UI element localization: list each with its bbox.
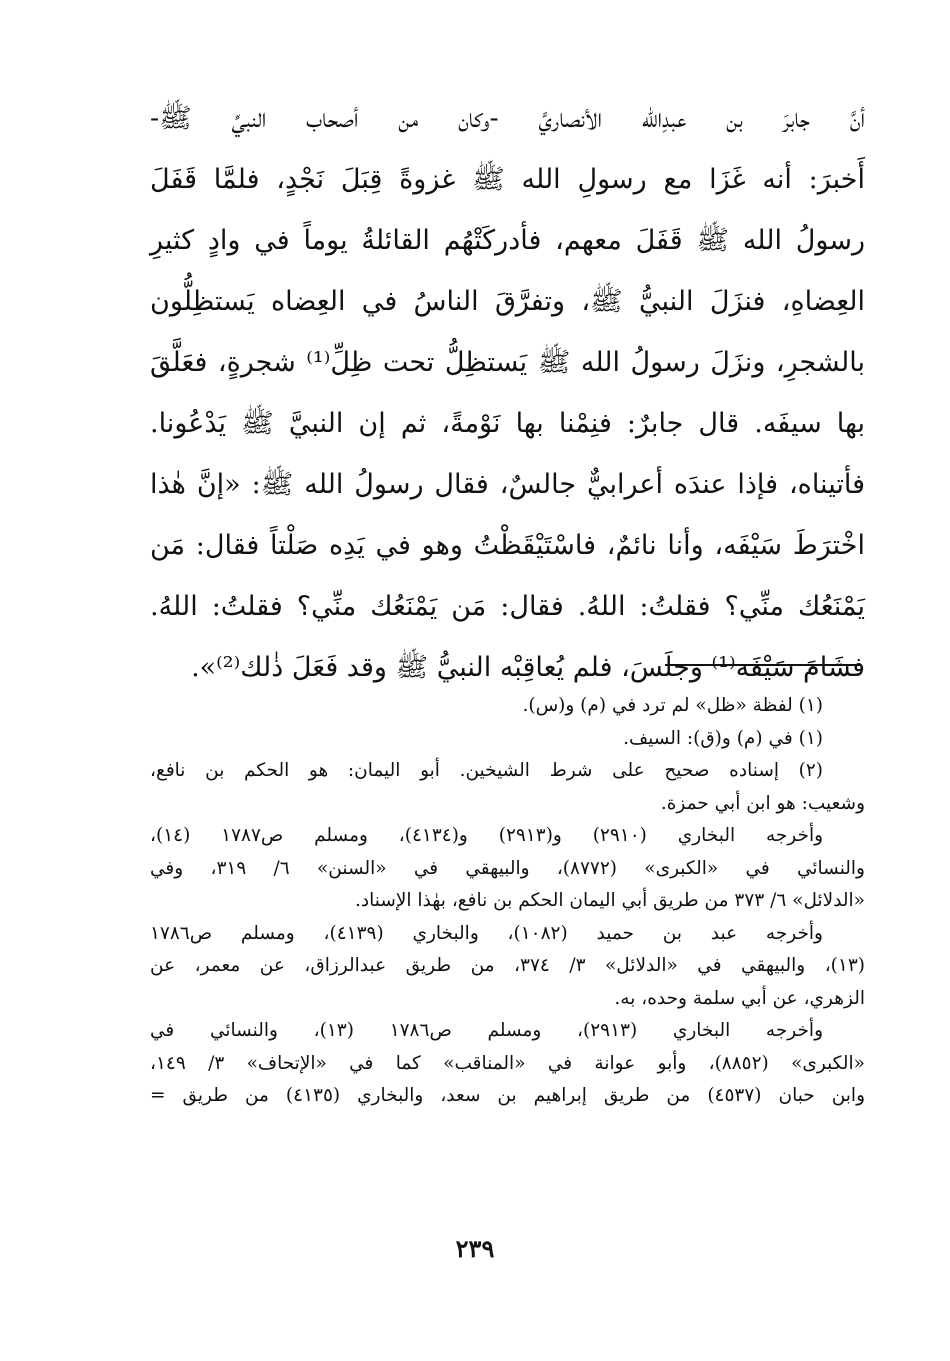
hadith-text bbox=[150, 88, 865, 698]
footnote-line: الزهري، عن أبي سلمة وحده، به. bbox=[614, 987, 865, 1009]
page-number: ٢٣٩ bbox=[455, 1234, 495, 1263]
hadith-line: اخْترَطَ سَيْفَه، وأنا نائمٌ، فاسْتَيْقَظْتُ وهو في يَدِه صَلْتاً فقال: مَن bbox=[150, 530, 865, 561]
hadith-line: فأتيناه، فإذا عندَه أعرابيٌّ جالسٌ، فقال رسولُ الله ﷺ: «إنَّ هٰذا bbox=[150, 469, 865, 500]
hadith-line: أَخبرَ: أنه غَزَا مع رسولِ الله ﷺ غزوةً قِبَلَ نَجْدٍ، فلمَّا قَفَلَ bbox=[150, 164, 865, 195]
hadith-line: أنَّ جابرَ بن عبدِالله الأنصاريَّ -وكان من أصحاب النبيِّ ﷺ- bbox=[150, 103, 865, 134]
footnote-line: (٢) إسناده صحيح على شرط الشيخين. أبو اليمان: هو الحكم بن نافع، bbox=[150, 760, 823, 781]
hadith-line: بها سيفَه. قال جابرٌ: فنِمْنا بها نَوْمةً، ثم إن النبيَّ ﷺ يَدْعُونا. bbox=[150, 408, 865, 439]
footnote-line: وأخرجه البخاري (٢٩١٠) و(٢٩١٣) و(٤١٣٤)، ومسلم ص١٧٨٧ (١٤)، bbox=[150, 825, 824, 846]
hadith-line: رسولُ الله ﷺ قَفَلَ معهم، فأدركَتْهُم القائلةُ يوماً في وادٍ كثيرِ bbox=[150, 225, 866, 256]
hadith-line: فشَامَ سَيْفَه⁽¹⁾ وجلَسَ، فلم يُعاقِبْه النبيُّ ﷺ وقد فَعَلَ ذٰلك⁽²⁾». bbox=[191, 652, 865, 683]
footnote-line: «الدلائل» ٦/ ٣٧٣ من طريق أبي اليمان الحكم بن نافع، بهٰذا الإسناد. bbox=[355, 890, 865, 911]
footnote-line: وابن حبان (٤٥٣٧) من طريق إبراهيم بن سعد، والبخاري (٤١٣٥) من طريق = bbox=[150, 1085, 866, 1106]
footnote-line: وأخرجه البخاري (٢٩١٣)، ومسلم ص١٧٨٦ (١٣)، والنسائي في bbox=[150, 1020, 824, 1041]
footnote-line: وشعيب: هو ابن أبي حمزة. bbox=[660, 792, 865, 814]
hadith-line: العِضاهِ، فنزَلَ النبيُّ ﷺ، وتفرَّقَ الناسُ في العِضاه يَستظِلُّون bbox=[150, 286, 865, 317]
hadith-line: يَمْنَعُك منِّي؟ فقلتُ: اللهُ. فقال: مَن يَمْنَعُك منِّي؟ فقلتُ: اللهُ. bbox=[150, 591, 865, 622]
footnote-line: (١٣)، والبيهقي في «الدلائل» ٣/ ٣٧٤، من طريق عبدالرزاق، عن معمر، عن bbox=[150, 955, 865, 976]
footnote-line: «الكبرى» (٨٨٥٢)، وأبو عوانة في «المناقب» كما في «الإتحاف» ٣/ ١٤٩، bbox=[150, 1052, 865, 1074]
footnote-line: والنسائي في «الكبرى» (٨٧٧٢)، والبيهقي في «السنن» ٦/ ٣١٩، وفي bbox=[150, 857, 865, 879]
hadith-line: بالشجرِ، ونزَلَ رسولُ الله ﷺ يَستظِلُّ تحت ظِلِّ⁽¹⁾ شجرةٍ، فعَلَّقَ bbox=[150, 347, 865, 378]
footnote-line: وأخرجه عبد بن حميد (١٠٨٢)، والبخاري (٤١٣٩)، ومسلم ص١٧٨٦ bbox=[150, 922, 823, 944]
footnote-line: (١) في (م) و(ق): السيف. bbox=[623, 727, 823, 749]
footnote-line: (١) لفظة «ظل» لم ترد في (م) و(س). bbox=[522, 695, 823, 716]
footnote-separator bbox=[665, 664, 860, 666]
footnotes bbox=[150, 690, 865, 1113]
